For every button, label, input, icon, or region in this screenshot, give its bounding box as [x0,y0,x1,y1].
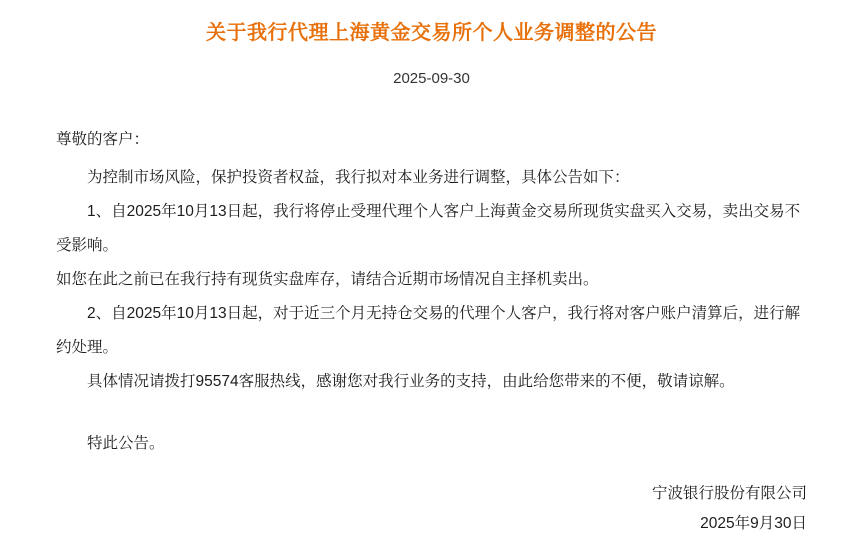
announcement-page [0,18,863,532]
salutation: 尊敬的客户： [56,131,150,148]
paragraph-5: 具体情况请拨打95574客服热线，感谢您对我行业务的支持，由此给您带来的不便，敬请谅解。 [87,373,735,390]
paragraph-1: 为控制市场风险，保护投资者权益，我行拟对本业务进行调整，具体公告如下： [87,169,630,186]
signature-date: 2025年9月30日 [700,515,807,532]
page-title: 关于我行代理上海黄金交易所个人业务调整的公告 [206,22,657,44]
paragraph-4: 2、自2025年10月13日起，对于近三个月无持仓交易的代理个人客户，我行将对客户账户清算后，进行解约处理。 [56,305,801,356]
publish-date: 2025-09-30 [393,70,470,87]
signature-organization: 宁波银行股份有限公司 [651,485,807,502]
closing-statement: 特此公告。 [87,435,165,452]
announcement-body [0,123,863,461]
paragraph-2: 1、自2025年10月13日起，我行将停止受理代理个人客户上海黄金交易所现货实盘买入交易，卖出交易不受影响。 [56,203,801,254]
signature-block [0,479,863,539]
paragraph-3: 如您在此之前已在我行持有现货实盘库存，请结合近期市场情况自主择机卖出。 [56,271,599,288]
